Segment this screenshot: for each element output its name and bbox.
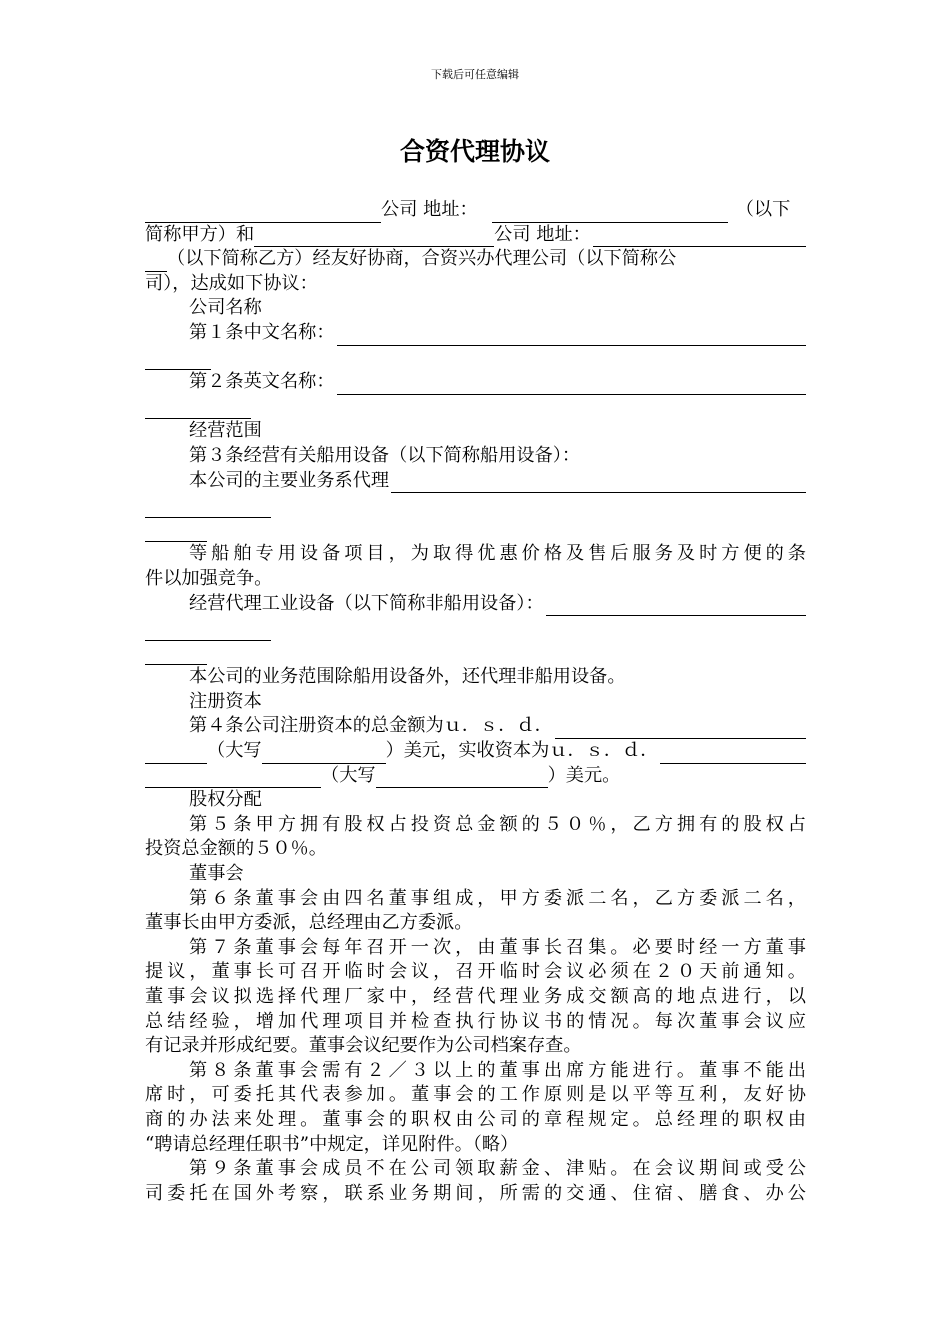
industrial-blank-cont: [145, 622, 271, 641]
industrial-blank-cont-1: [145, 616, 806, 641]
text-a3e: 本公司的业务范围除船用设备外，还代理非船用设备。: [189, 666, 626, 688]
text-a3: 第３条经营有关船用设备（以下简称船用设备）：: [189, 444, 581, 466]
text-a3c2: 件以加强竞争。: [145, 567, 273, 589]
text-a3b: 本公司的主要业务系代理: [189, 469, 390, 491]
text-l4: 司），达成如下协议：: [145, 272, 318, 294]
text-a1: 第１条中文名称：: [189, 321, 335, 343]
article-4: [145, 714, 806, 739]
text-a8c: 商的办法来处理。董事会的职权由公司的章程规定。总经理的职权由: [145, 1108, 806, 1130]
capital-words-blank: [262, 745, 386, 764]
english-name-blank: [337, 376, 806, 395]
address-a-blank: [492, 204, 728, 223]
article-4-cont-2: [145, 764, 806, 789]
capital-blank: [555, 720, 806, 739]
section-scope: 经营范围: [189, 420, 262, 442]
text-l2b: 公司 地址：: [494, 223, 591, 245]
article-1-cont: [145, 346, 806, 371]
paid-words-blank: [376, 769, 548, 788]
english-name-blank-cont: [145, 400, 251, 419]
document-title: 合资代理协议: [399, 137, 550, 166]
section-company-name: 公司名称: [189, 297, 262, 319]
party-a-blank: [145, 204, 381, 223]
text-a4a: 第４条公司注册资本的总金额为ｕ．ｓ．ｄ．: [189, 715, 553, 737]
text-a7a: 第７条董事会每年召开一次，由董事长召集。必要时经一方董事: [189, 936, 806, 958]
text-a7b: 提议，董事长可召开临时会议，召开临时会议必须在２０天前通知。: [145, 961, 806, 983]
section-capital: 注册资本: [189, 690, 262, 712]
text-a7e: 有记录并形成纪要。董事会议纪要作为公司档案存查。: [145, 1035, 582, 1057]
article-2-cont: [145, 395, 806, 420]
text-a2: 第２条英文名称：: [189, 371, 335, 393]
agency-blank-cont: [145, 499, 271, 518]
text-l1b: （以下: [735, 199, 791, 220]
article-3-industrial: [145, 592, 806, 617]
industrial-blank-cont-2: [145, 641, 806, 666]
text-a9a: 第９条董事会成员不在公司领取薪金、津贴。在会议期间或受公: [189, 1158, 806, 1180]
text-a9b: 司委托在国外考察，联系业务期间，所需的交通、住宿、膳食、办公: [145, 1182, 806, 1204]
text-a3c1: 等船舶专用设备项目，为取得优惠价格及售后服务及时方便的条: [189, 543, 806, 565]
agency-blank-cont-short: [145, 523, 207, 542]
header-note: 下载后可任意编辑: [431, 68, 519, 81]
text-l3: （以下简称乙方）经友好协商，合资兴办代理公司（以下简称公: [167, 248, 677, 270]
agency-blank: [391, 474, 806, 493]
text-a5a: 第５条甲方拥有股权占投资总金额的５０％，乙方拥有的股权占: [189, 813, 806, 835]
text-l2a: 简称甲方）和: [145, 223, 255, 245]
article-1: [145, 321, 806, 346]
intro-blank: [145, 253, 167, 272]
text-a8a: 第８条董事会需有２／３以上的董事出席方能进行。董事不能出: [189, 1059, 806, 1081]
text-a3d: 经营代理工业设备（以下简称非船用设备）：: [189, 592, 544, 614]
section-equity: 股权分配: [189, 789, 262, 811]
paid-capital-blank: [660, 745, 806, 764]
capital-blank-cont: [145, 745, 207, 764]
text-a7d: 总结经验，增加代理项目并检查执行协议书的情况。每次董事会议应: [145, 1010, 806, 1032]
chinese-name-blank-cont: [145, 351, 211, 370]
intro-line-3: [145, 247, 806, 272]
chinese-name-blank: [337, 327, 806, 346]
text-a4c2: ）美元。: [547, 764, 621, 786]
article-4-cont: [145, 739, 806, 764]
party-b-blank: [254, 228, 494, 247]
text-a6a: 第６条董事会由四名董事组成，甲方委派二名，乙方委派二名，: [189, 887, 806, 909]
text-a4c1: （大写: [321, 764, 376, 786]
text-l1a: 公司 地址：: [381, 199, 478, 220]
address-b-blank: [593, 228, 806, 247]
party-a-line: [145, 198, 806, 223]
text-a8d: “聘请总经理任职书”中规定，详见附件。（略）: [145, 1133, 519, 1155]
article-2: [145, 370, 806, 395]
text-a4b2: ）美元，实收资本为ｕ．ｓ．ｄ．: [385, 740, 659, 762]
agency-blank-cont-1: [145, 493, 806, 518]
industrial-blank-cont-short: [145, 646, 207, 665]
paid-capital-blank-cont: [145, 769, 321, 788]
party-b-line: [145, 223, 806, 248]
document-body: [145, 198, 806, 1206]
text-a8b: 席时，可委托其代表参加。董事会的工作原则是以平等互利，友好协: [145, 1084, 806, 1106]
text-a5b: 投资总金额的５０％。: [145, 838, 327, 860]
text-a7c: 董事会议拟选择代理厂家中，经营代理业务成交额高的地点进行，以: [145, 986, 806, 1007]
agency-blank-cont-2: [145, 518, 806, 543]
text-a4b1: （大写: [207, 740, 262, 762]
article-3-agent: [145, 469, 806, 494]
industrial-blank: [546, 597, 806, 616]
text-a6b: 董事长由甲方委派，总经理由乙方委派。: [145, 912, 473, 934]
section-board: 董事会: [189, 863, 244, 885]
